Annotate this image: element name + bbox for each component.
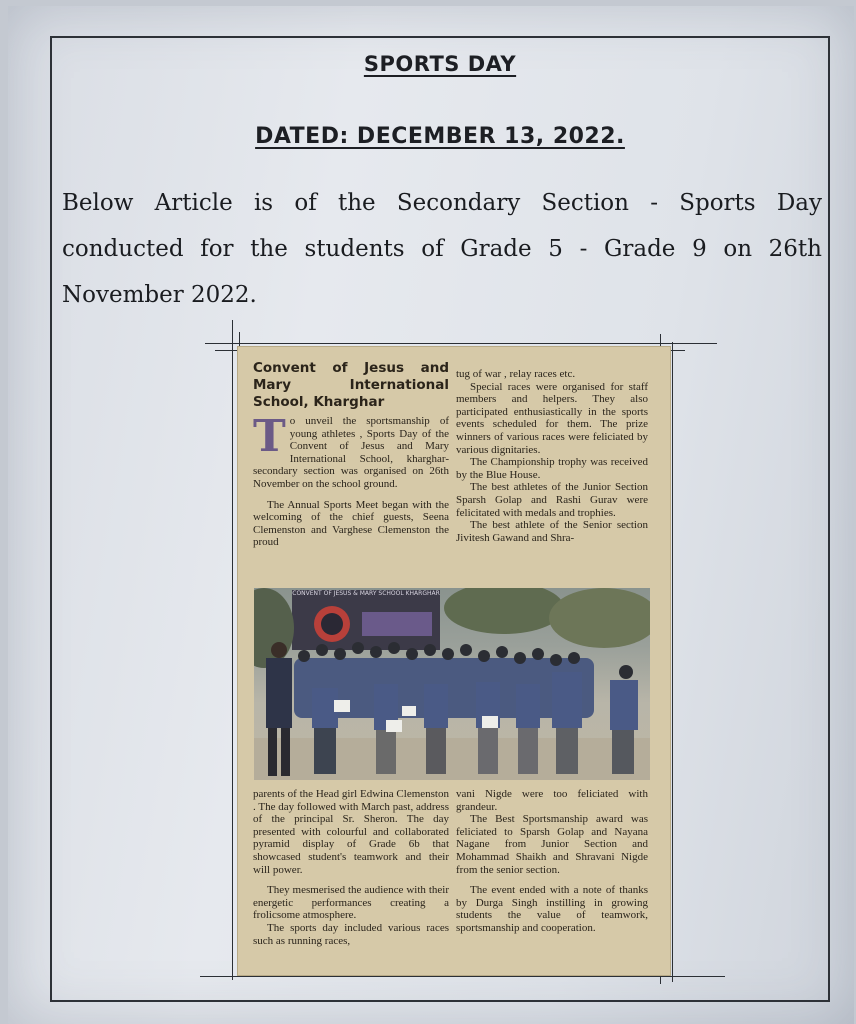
photo-banner-text: CONVENT OF JESUS & MARY SCHOOL KHARGHAR xyxy=(292,590,440,597)
group-photo xyxy=(254,588,650,780)
pencil-line-right-2 xyxy=(672,342,673,982)
article-column-right-bottom xyxy=(456,788,648,935)
pencil-line-left xyxy=(232,320,233,980)
intro-paragraph: Below Article is of the Secondary Section - Sports Day conducted for the students of Grade 5 - Grade 9 on 26th November 2022. xyxy=(62,190,822,308)
page-title: SPORTS DAY xyxy=(363,52,517,76)
article-paragraph: tug of war , relay races etc. xyxy=(456,368,576,380)
pencil-line-bottom xyxy=(200,976,725,977)
photo-crowd xyxy=(254,588,650,780)
page-date: DATED: DECEMBER 13, 2022. xyxy=(255,124,625,149)
article-column-right-top xyxy=(456,368,648,544)
article-paragraph: The Best Sportsmanship award was feliciated to Sparsh Golap and Nayana Nagane from Junior Section and Mohammad Shaikh and Shravani Nigde from the senior section. xyxy=(456,813,648,876)
article-paragraph: parents of the Head girl Edwina Clemenston . The day followed with March past, address of the principal Sr. Sheron. The day presented with colourful and collaborated pyramid display of Grade 6b that showcased student's teamwork and their will power. xyxy=(253,788,449,876)
article-paragraph: The event ended with a note of thanks by Durga Singh instilling in growing students the value of teamwork, sportsmanship and cooperation. xyxy=(456,884,648,934)
article-paragraph: o unveil the sportsmanship of young athletes , Sports Day of the Convent of Jesus and Mary International School, kharghar- secondary section was organised on 26th November on the school ground. xyxy=(253,415,449,490)
article-column-left-top xyxy=(253,360,449,549)
article-paragraph: The sports day included various races such as running races, xyxy=(253,921,449,947)
article-paragraph: They mesmerised the audience with their energetic performances creating a frolicsome atmosphere. xyxy=(253,884,449,922)
article-paragraph: The Championship trophy was received by the Blue House. xyxy=(456,456,648,481)
article-paragraph: vani Nigde were too feliciated with grandeur. xyxy=(456,788,648,813)
article-headline: Convent of Jesus and Mary International School, Kharghar xyxy=(253,360,449,410)
article-paragraph: The Annual Sports Meet began with the welcoming of the chief guests, Seena Clemenston and Varghese Clemenston the proud xyxy=(253,498,449,549)
article-paragraph: The best athlete of the Senior section Jivitesh Gawand and Shra- xyxy=(456,519,648,544)
article-column-left-bottom xyxy=(253,788,449,947)
pencil-line-top xyxy=(205,343,717,344)
article-paragraph: The best athletes of the Junior Section Sparsh Golap and Rashi Gurav were felicitated with medals and trophies. xyxy=(456,481,648,519)
drop-cap: T xyxy=(253,411,286,462)
article-paragraph: Special races were organised for staff members and helpers. They also participated enthusiastically in the sports events scheduled for them. The prize winners of various races were feliciated by various dignitaries. xyxy=(456,380,648,456)
